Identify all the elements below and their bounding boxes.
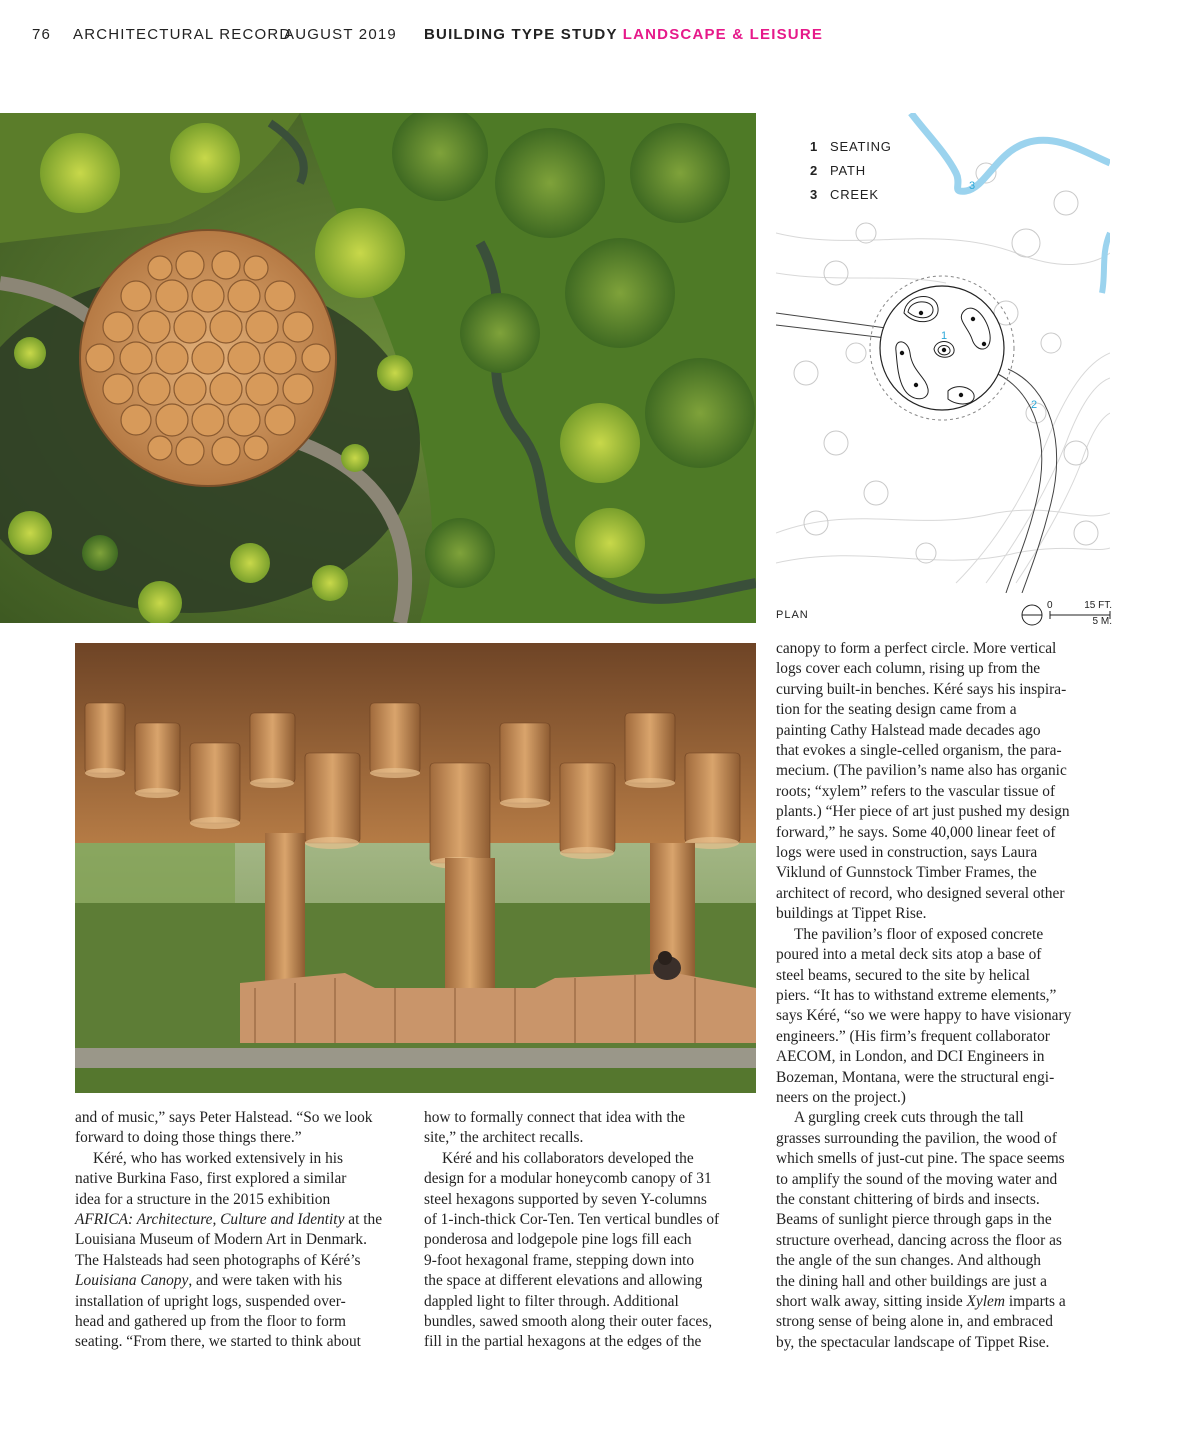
- pavilion-photo: [75, 643, 756, 1093]
- section-title: [424, 26, 823, 43]
- text-line: piers. “It has to withstand extreme elements,”: [776, 986, 1057, 1004]
- text-line: buildings at Tippet Rise.: [776, 905, 927, 923]
- text-fragment: short walk away, sitting inside: [776, 1293, 967, 1310]
- legend-item-creek: [810, 187, 892, 211]
- section-label: BUILDING TYPE STUDY: [424, 26, 618, 43]
- text-line: curving built-in benches. Kéré says his inspira-: [776, 680, 1067, 698]
- text-line: [75, 1210, 415, 1230]
- text-line: installation of upright logs, suspended over-: [75, 1292, 346, 1310]
- text-line: steel beams, secured to the site by helical: [776, 966, 1030, 984]
- legend-label: PATH: [830, 163, 866, 178]
- text-line: steel hexagons supported by seven Y-columns: [424, 1190, 707, 1208]
- text-line: forward to doing those things there.”: [75, 1129, 302, 1147]
- plan-callout-path: 2: [1030, 399, 1038, 411]
- pavilion-photo-art: [75, 643, 756, 1093]
- text-line: design for a modular honeycomb canopy of 31: [424, 1170, 712, 1188]
- legend-number: 2: [810, 163, 819, 178]
- legend-label: SEATING: [830, 139, 892, 154]
- text-line: A gurgling creek cuts through the tall: [794, 1109, 1024, 1127]
- text-line: Louisiana Museum of Modern Art in Denmark.: [75, 1231, 367, 1249]
- text-line: painting Cathy Halstead made decades ago: [776, 721, 1041, 739]
- text-line: fill in the partial hexagons at the edges of the: [424, 1333, 702, 1351]
- legend-label: CREEK: [830, 187, 879, 202]
- text-line: grasses surrounding the pavilion, the wood of: [776, 1129, 1057, 1147]
- scale-zero: 0: [1047, 600, 1053, 611]
- text-line: the space at different elevations and allowing: [424, 1272, 703, 1290]
- text-line: native Burkina Faso, first explored a similar: [75, 1170, 347, 1188]
- text-line: The Halsteads had seen photographs of Kéré’s: [75, 1251, 361, 1269]
- aerial-photo-art: [0, 113, 756, 623]
- legend-number: 3: [810, 187, 819, 202]
- text-line: seating. “From there, we started to think about: [75, 1333, 361, 1351]
- body-column-1: [75, 1108, 415, 1353]
- plan-title: PLAN: [776, 609, 809, 621]
- section-topic: LANDSCAPE & LEISURE: [622, 26, 824, 43]
- text-line: tion for the seating design came from a: [776, 701, 1017, 719]
- text-line: Beams of sunlight pierce through gaps in the: [776, 1211, 1052, 1229]
- body-column-3: [776, 639, 1116, 1353]
- text-line: logs cover each column, rising up from the: [776, 660, 1041, 678]
- scale-meters: 5 M.: [1092, 616, 1112, 627]
- text-line: by, the spectacular landscape of Tippet Rise.: [776, 1333, 1050, 1351]
- scale-feet: 15 FT.: [1084, 600, 1112, 611]
- text-line: the angle of the sun changes. And although: [776, 1252, 1041, 1270]
- plan-callout-seating: 1: [940, 330, 948, 342]
- text-line: Kéré, who has worked extensively in his: [93, 1149, 344, 1167]
- text-line: poured into a metal deck sits atop a base of: [776, 946, 1042, 964]
- text-line: and of music,” says Peter Halstead. “So we look: [75, 1109, 373, 1126]
- magazine-title: ARCHITECTURAL RECORD: [73, 26, 292, 43]
- text-fragment: , and were taken with his: [188, 1272, 343, 1290]
- running-header: [0, 24, 1200, 48]
- plan-callout-creek: 3: [968, 180, 976, 192]
- text-fragment: at the: [344, 1211, 383, 1229]
- pavilion-name: Xylem: [966, 1293, 1005, 1310]
- text-line: bundles, sawed smooth along their outer faces,: [424, 1313, 713, 1331]
- text-line: Viklund of Gunnstock Timber Frames, the: [776, 864, 1037, 882]
- site-plan: [776, 113, 1110, 633]
- text-line: AECOM, in London, and DCI Engineers in: [776, 1048, 1045, 1066]
- page-number: 76: [32, 26, 52, 43]
- text-line: the dining hall and other buildings are just a: [776, 1272, 1047, 1290]
- legend-item-path: [810, 163, 892, 187]
- text-line: ponderosa and lodgepole pine logs fill each: [424, 1231, 692, 1249]
- text-line: the constant chittering of birds and insects.: [776, 1190, 1040, 1208]
- text-line: 9-foot hexagonal frame, stepping down into: [424, 1251, 695, 1269]
- text-line: logs were used in construction, says Laura: [776, 844, 1038, 862]
- text-line: head and gathered up from the floor to form: [75, 1313, 346, 1331]
- exhibition-title: AFRICA: Architecture, Culture and Identity: [75, 1211, 345, 1229]
- text-line: architect of record, who designed several other: [776, 884, 1065, 902]
- project-title: Louisiana Canopy: [75, 1272, 189, 1290]
- legend-number: 1: [810, 139, 819, 154]
- text-line: neers on the project.): [776, 1088, 906, 1106]
- text-line: Bozeman, Montana, were the structural engi-: [776, 1068, 1055, 1086]
- text-line: The pavilion’s floor of exposed concrete: [794, 925, 1044, 943]
- text-line: strong sense of being alone in, and embraced: [776, 1313, 1053, 1331]
- body-column-2: [424, 1108, 760, 1353]
- legend-item-seating: [810, 139, 892, 163]
- text-line: to amplify the sound of the moving water and: [776, 1170, 1058, 1188]
- text-line: how to formally connect that idea with the: [424, 1109, 686, 1126]
- aerial-photo: [0, 113, 756, 623]
- text-line: [776, 1292, 1116, 1312]
- text-line: plants.) “Her piece of art just pushed my design: [776, 803, 1070, 821]
- plan-legend: [810, 139, 892, 211]
- text-line: forward,” he says. Some 40,000 linear feet of: [776, 823, 1056, 841]
- text-line: says Kéré, “so we were happy to have visionary: [776, 1007, 1072, 1025]
- text-line: mecium. (The pavilion’s name also has organic: [776, 762, 1067, 780]
- text-line: structure overhead, dancing across the floor as: [776, 1231, 1062, 1249]
- text-fragment: imparts a: [1004, 1293, 1066, 1310]
- text-line: Kéré and his collaborators developed the: [442, 1149, 694, 1167]
- issue-date: AUGUST 2019: [284, 26, 397, 43]
- text-line: that evokes a single-celled organism, the para-: [776, 742, 1062, 760]
- text-line: roots; “xylem” refers to the vascular tissue of: [776, 782, 1056, 800]
- text-line: site,” the architect recalls.: [424, 1129, 584, 1147]
- text-line: of 1-inch-thick Cor-Ten. Ten vertical bundles of: [424, 1211, 720, 1229]
- text-line: engineers.” (His firm’s frequent collaborator: [776, 1027, 1050, 1045]
- text-line: canopy to form a perfect circle. More vertical: [776, 640, 1057, 657]
- text-line: idea for a structure in the 2015 exhibition: [75, 1190, 331, 1208]
- text-line: dappled light to filter through. Additional: [424, 1292, 679, 1310]
- scale-bar: [1020, 600, 1112, 628]
- text-line: which smells of just-cut pine. The space seems: [776, 1150, 1065, 1168]
- text-line: [75, 1271, 415, 1291]
